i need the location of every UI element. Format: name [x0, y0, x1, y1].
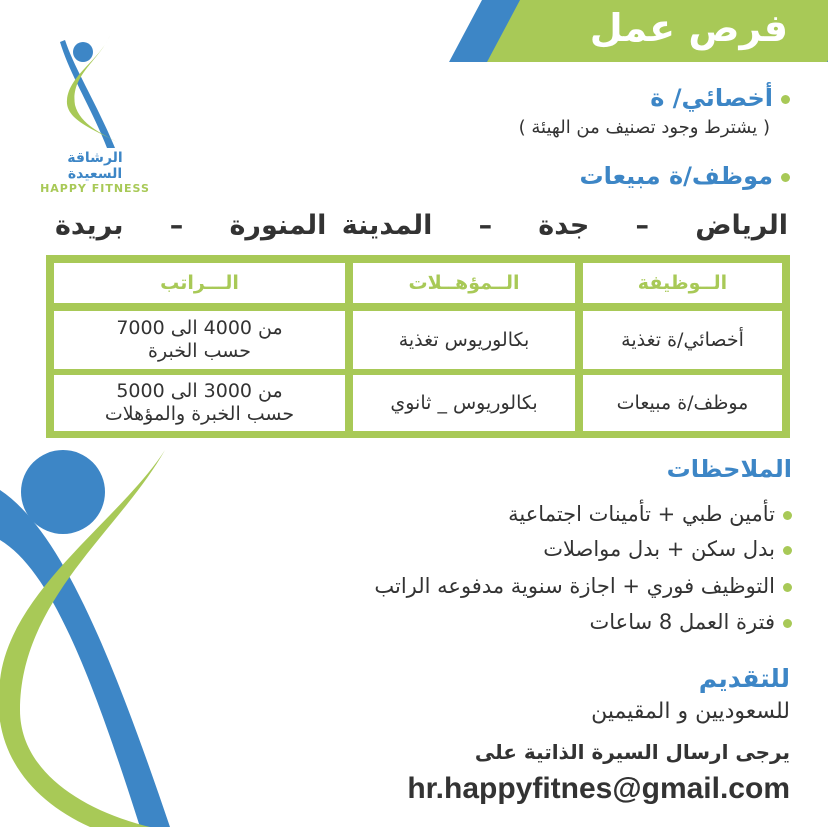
salary-range: من 4000 الى 7000 — [116, 317, 283, 340]
table-cell-job: أخصائي/ة تغذية — [583, 311, 782, 369]
table-cell-salary — [54, 375, 345, 431]
apply-eligibility: للسعوديين و المقيمين — [591, 699, 790, 724]
table-header-job: الــوظيفة — [583, 263, 782, 303]
jobs-table — [46, 255, 790, 438]
logo-text — [40, 150, 150, 195]
happy-fitness-logo-icon — [55, 30, 135, 150]
page-title: فرص عمل — [589, 6, 788, 50]
table-header-salary: الـــراتب — [54, 263, 345, 303]
apply-title: للتقديم — [698, 664, 790, 693]
note-item: بدل سكن + بدل مواصلات — [543, 537, 792, 561]
salary-condition: حسب الخبرة والمؤهلات — [104, 403, 295, 425]
logo-arabic-name: الرشاقة السعيدة — [67, 150, 123, 182]
fitness-figure-graphic — [0, 450, 200, 827]
bullet-icon — [783, 546, 792, 555]
bullet-icon — [781, 95, 790, 104]
cities-list: الرياض – جدة – المدينة المنورة – بريدة — [54, 210, 788, 241]
note-item: فترة العمل 8 ساعات — [590, 610, 792, 634]
table-cell-qualification: بكالوريوس _ ثانوي — [353, 375, 575, 431]
job-title-specialist: أخصائي/ ة — [650, 84, 790, 112]
salary-condition: حسب الخبرة — [148, 340, 251, 362]
table-cell-qualification: بكالوريوس تغذية — [353, 311, 575, 369]
bullet-icon — [781, 173, 790, 182]
table-cell-salary — [54, 311, 345, 369]
notes-title: الملاحظات — [666, 455, 792, 483]
table-cell-job: موظف/ة مبيعات — [583, 375, 782, 431]
bullet-icon — [783, 511, 792, 520]
contact-email-link[interactable]: hr.happyfitnes@gmail.com — [407, 772, 790, 805]
job-requirement-note: ( يشترط وجود تصنيف من الهيئة ) — [518, 117, 770, 138]
note-item: التوظيف فوري + اجازة سنوية مدفوعه الراتب — [374, 574, 792, 598]
salary-range: من 3000 الى 5000 — [116, 380, 283, 403]
table-header-qualification: الــمؤهــلات — [353, 263, 575, 303]
logo-english-name: HAPPY FITNESS — [40, 182, 150, 195]
job-title-sales: موظف/ة مبيعات — [579, 162, 790, 190]
apply-instruction: يرجى ارسال السيرة الذاتية على — [474, 740, 790, 764]
bullet-icon — [783, 619, 792, 628]
note-item: تأمين طبي + تأمينات اجتماعية — [508, 502, 792, 526]
bullet-icon — [783, 583, 792, 592]
